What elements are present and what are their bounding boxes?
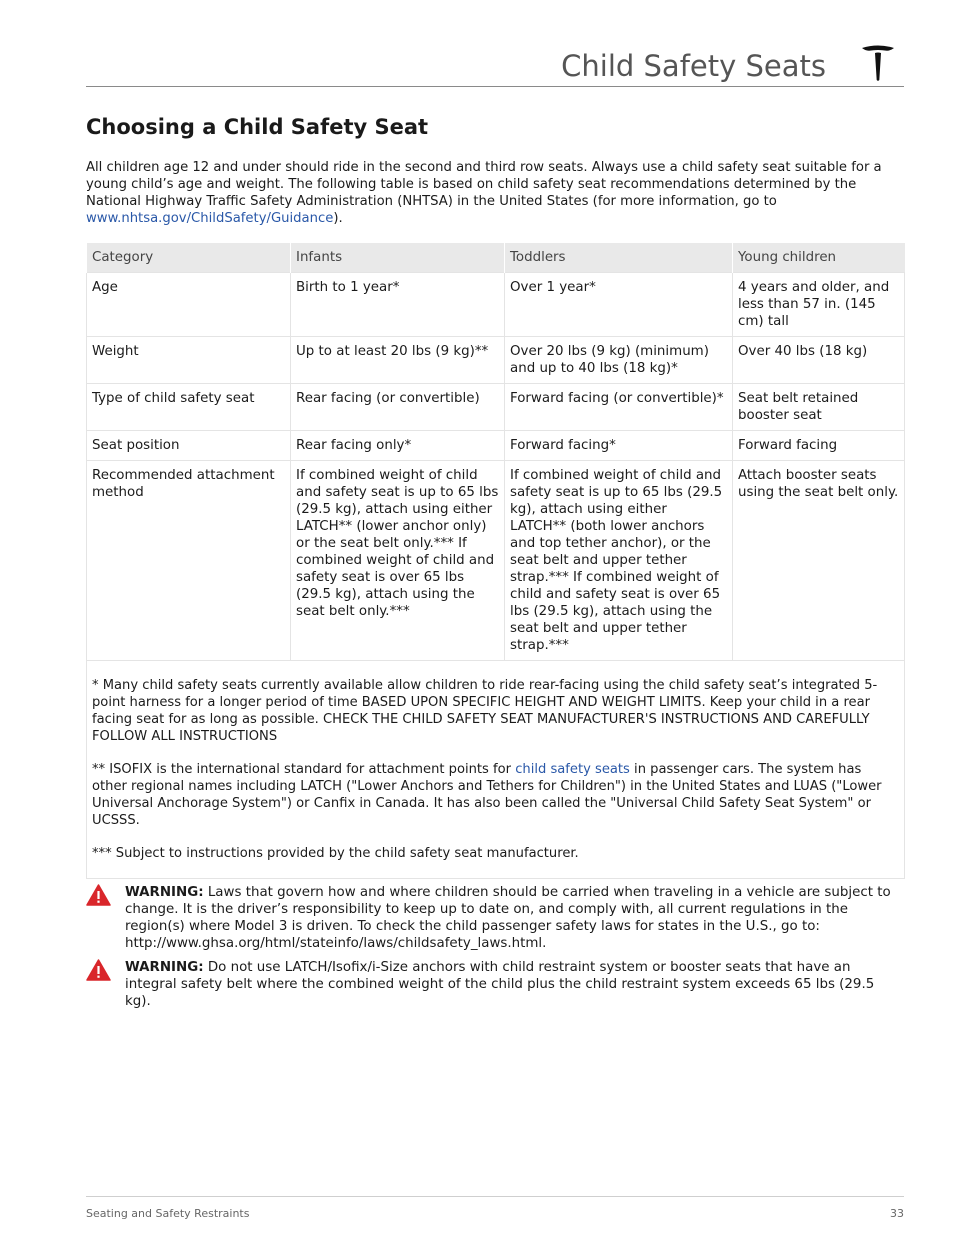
note-triple-asterisk: *** Subject to instructions provided by the child safety seat manufacturer. <box>92 846 579 861</box>
warning-block <box>86 884 904 952</box>
table-cell: If combined weight of child and safety seat is up to 65 lbs (29.5 kg), attach using either LATCH** (lower anchor only) or the seat belt only.*** If combined weight of child and safety seat is over 65 lbs (29.5 kg), attach using the seat belt only.*** <box>291 461 505 661</box>
page-heading: Choosing a Child Safety Seat <box>86 115 429 139</box>
note-single-asterisk: * Many child safety seats currently available allow children to ride rear-facing using the child safety seat’s integrated 5-point harness for a longer period of time BASED UPON SPECIFIC HEIGHT AND WEIGHT LIMITS. Keep your child in a rear facing seat for as long as possible. CHECK THE CHILD SAFETY SEAT MANUFACTURER'S INSTRUCTIONS AND CAREFULLY FOLLOW ALL INSTRUCTIONS <box>92 678 878 744</box>
intro-paragraph <box>86 159 896 227</box>
section-title: Child Safety Seats <box>561 49 826 83</box>
column-header: Infants <box>291 243 505 273</box>
note2-text: ** ISOFIX is the international standard for attachment points for <box>92 762 516 777</box>
table-cell: Over 1 year* <box>505 273 733 337</box>
table-cell: If combined weight of child and safety seat is up to 65 lbs (29.5 kg), attach using either LATCH** (both lower anchors and top tether anchor), or the seat belt and upper tether strap.*** If combined weight of child and safety seat is over 65 lbs (29.5 kg), attach using the seat belt and upper tether strap.*** <box>505 461 733 661</box>
table-cell: Birth to 1 year* <box>291 273 505 337</box>
note-double-asterisk <box>92 761 899 829</box>
table-cell: Recommended attachment method <box>87 461 291 661</box>
column-header: Young children <box>733 243 905 273</box>
note2-after: in passenger cars. The system has other regional names including LATCH ("Lower Anchors and Tethers for Children") in the United States and LUAS ("Lower Universal Anchorage System") or Canfix in Canada. It has also been called the "Universal Child Safety Seat System" or UCSSS. <box>92 762 882 828</box>
table-notes-row <box>87 661 905 879</box>
intro-text: All children age 12 and under should ride in the second and third row seats. Always use a child safety seat suitable for a young child’s age and weight. The following table is based on child safety seat recommendations determined by the National Highway Traffic Safety Administration (NHTSA) in the United States (for more information, go to <box>86 160 882 209</box>
table-cell: Weight <box>87 337 291 384</box>
table-cell: Forward facing (or convertible)* <box>505 384 733 431</box>
table-cell: Over 40 lbs (18 kg) <box>733 337 905 384</box>
table-cell: 4 years and older, and less than 57 in. (145 cm) tall <box>733 273 905 337</box>
footer-section: Seating and Safety Restraints <box>86 1207 250 1220</box>
tesla-logo-icon <box>860 44 896 82</box>
table-cell: Type of child safety seat <box>87 384 291 431</box>
table-row <box>87 384 905 431</box>
table-cell: Attach booster seats using the seat belt only. <box>733 461 905 661</box>
child-safety-seats-link[interactable]: child safety seats <box>515 762 630 777</box>
table-cell: Forward facing* <box>505 431 733 461</box>
nhtsa-link[interactable]: www.nhtsa.gov/ChildSafety/Guidance <box>86 211 334 226</box>
table-row <box>87 273 905 337</box>
warning-text: Do not use LATCH/Isofix/i-Size anchors with child restraint system or booster seats that have an integral safety belt where the combined weight of the child plus the child restraint system exceeds 65 lbs (29.5 kg). <box>125 960 875 1009</box>
table-row <box>87 431 905 461</box>
table-cell: Seat belt retained booster seat <box>733 384 905 431</box>
warning-icon <box>86 959 111 981</box>
table-cell: Age <box>87 273 291 337</box>
warning-block <box>86 959 904 1010</box>
column-header: Category <box>87 243 291 273</box>
table-notes <box>87 661 905 879</box>
table-cell: Rear facing only* <box>291 431 505 461</box>
page-footer <box>86 1196 904 1220</box>
table-cell: Over 20 lbs (9 kg) (minimum) and up to 40 lbs (18 kg)* <box>505 337 733 384</box>
table-cell: Seat position <box>87 431 291 461</box>
warning-label: WARNING: <box>125 885 204 900</box>
page-number: 33 <box>890 1207 904 1220</box>
warning-label: WARNING: <box>125 960 204 975</box>
table-cell: Forward facing <box>733 431 905 461</box>
warning-icon <box>86 884 111 906</box>
page-header <box>86 44 904 87</box>
warning-text: Laws that govern how and where children should be carried when traveling in a vehicle are subject to change. It is the driver’s responsibility to keep up to date on, and comply with, all current regulations in the region(s) where Model 3 is driven. To check the child passenger safety laws for states in the U.S., go to: http://www.ghsa.org/html/stateinfo/laws/childsafety_laws.html. <box>125 885 891 951</box>
column-header: Toddlers <box>505 243 733 273</box>
table-row <box>87 461 905 661</box>
table-row <box>87 337 905 384</box>
table-cell: Rear facing (or convertible) <box>291 384 505 431</box>
table-cell: Up to at least 20 lbs (9 kg)** <box>291 337 505 384</box>
intro-after: ). <box>333 211 343 226</box>
child-seat-table <box>86 243 905 879</box>
table-header-row <box>87 243 905 273</box>
